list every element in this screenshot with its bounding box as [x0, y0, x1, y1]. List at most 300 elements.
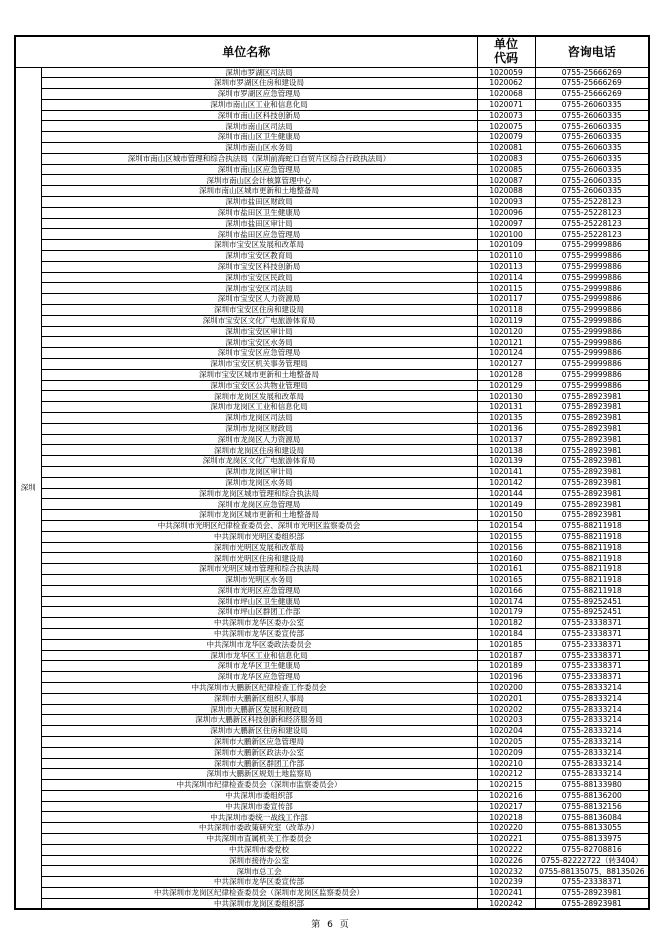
unit-code-cell: 1020109 — [477, 240, 535, 251]
phone-cell: 0755-28333214 — [535, 747, 649, 758]
phone-cell: 0755-29999886 — [535, 315, 649, 326]
unit-name-cell: 深圳市宝安区科技创新局 — [41, 261, 477, 272]
unit-code-cell: 1020196 — [477, 672, 535, 683]
unit-code-cell: 1020114 — [477, 272, 535, 283]
unit-code-cell: 1020139 — [477, 456, 535, 467]
phone-cell: 0755-29999886 — [535, 380, 649, 391]
unit-code-cell: 1020083 — [477, 153, 535, 164]
unit-name-cell: 深圳市南山区城市更新和土地整备局 — [41, 186, 477, 197]
unit-name-cell: 深圳市光明区发展和改革局 — [41, 542, 477, 553]
unit-code-cell: 1020075 — [477, 121, 535, 132]
table-row — [15, 261, 649, 272]
table-row — [15, 67, 649, 78]
phone-cell: 0755-25666269 — [535, 78, 649, 89]
phone-cell: 0755-26060335 — [535, 110, 649, 121]
unit-name-cell: 深圳市宝安区教育局 — [41, 251, 477, 262]
phone-cell: 0755-28333214 — [535, 736, 649, 747]
table-row — [15, 413, 649, 424]
table-row — [15, 650, 649, 661]
phone-cell: 0755-29999886 — [535, 283, 649, 294]
phone-cell: 0755-29999886 — [535, 294, 649, 305]
phone-cell: 0755-23338371 — [535, 639, 649, 650]
unit-name-cell: 深圳市宝安区人力资源局 — [41, 294, 477, 305]
unit-code-cell: 1020081 — [477, 143, 535, 154]
table-row — [15, 240, 649, 251]
unit-code-cell: 1020136 — [477, 423, 535, 434]
unit-name-cell: 深圳市宝安区机关事务管理局 — [41, 359, 477, 370]
unit-name-cell: 中共深圳市委组织部 — [41, 790, 477, 801]
unit-name-cell: 深圳市南山区应急管理局 — [41, 164, 477, 175]
table-row — [15, 682, 649, 693]
unit-code-cell: 1020160 — [477, 553, 535, 564]
unit-code-cell: 1020062 — [477, 78, 535, 89]
table-row — [15, 553, 649, 564]
table-row — [15, 78, 649, 89]
unit-code-cell: 1020096 — [477, 207, 535, 218]
table-row — [15, 639, 649, 650]
phone-cell: 0755-88132156 — [535, 801, 649, 812]
unit-code-cell: 1020201 — [477, 693, 535, 704]
header-row — [15, 36, 649, 67]
phone-cell: 0755-88211918 — [535, 585, 649, 596]
table-row — [15, 726, 649, 737]
unit-code-cell: 1020218 — [477, 812, 535, 823]
phone-cell: 0755-25228123 — [535, 218, 649, 229]
table-row — [15, 251, 649, 262]
phone-cell: 0755-28333214 — [535, 726, 649, 737]
phone-cell: 0755-88135075、88135026 — [535, 866, 649, 877]
table-row — [15, 197, 649, 208]
table-row — [15, 888, 649, 899]
table-row — [15, 758, 649, 769]
unit-code-cell: 1020209 — [477, 747, 535, 758]
unit-name-cell: 深圳市宝安区文化广电旅游体育局 — [41, 315, 477, 326]
phone-cell: 0755-26060335 — [535, 175, 649, 186]
table-row — [15, 153, 649, 164]
unit-name-cell: 深圳市龙岗区文化广电旅游体育局 — [41, 456, 477, 467]
unit-name-cell: 深圳市大鹏新区政法办公室 — [41, 747, 477, 758]
unit-name-cell: 深圳市盐田区财政局 — [41, 197, 477, 208]
phone-cell: 0755-28333214 — [535, 758, 649, 769]
unit-code-cell: 1020156 — [477, 542, 535, 553]
phone-cell: 0755-28923981 — [535, 477, 649, 488]
phone-cell: 0755-23338371 — [535, 877, 649, 888]
phone-cell: 0755-26060335 — [535, 121, 649, 132]
phone-cell: 0755-89252451 — [535, 596, 649, 607]
table-row — [15, 769, 649, 780]
unit-name-cell: 深圳市宝安区民政局 — [41, 272, 477, 283]
unit-name-cell: 深圳市南山区卫生健康局 — [41, 132, 477, 143]
unit-name-cell: 深圳市接待办公室 — [41, 855, 477, 866]
phone-cell: 0755-28923981 — [535, 499, 649, 510]
unit-code-cell: 1020144 — [477, 488, 535, 499]
table-row — [15, 607, 649, 618]
unit-code-cell: 1020142 — [477, 477, 535, 488]
unit-code-cell: 1020113 — [477, 261, 535, 272]
unit-name-cell: 深圳市光明区应急管理局 — [41, 585, 477, 596]
unit-code-cell: 1020093 — [477, 197, 535, 208]
unit-name-cell: 深圳市宝安区水务局 — [41, 337, 477, 348]
phone-cell: 0755-88211918 — [535, 553, 649, 564]
unit-name-cell: 中共深圳市纪律检查委员会（深圳市监察委员会） — [41, 780, 477, 791]
phone-cell: 0755-28923981 — [535, 402, 649, 413]
unit-name-cell: 中共深圳市龙华区委宣传部 — [41, 877, 477, 888]
phone-cell: 0755-88133975 — [535, 834, 649, 845]
phone-cell: 0755-88136200 — [535, 790, 649, 801]
unit-code-cell: 1020141 — [477, 466, 535, 477]
phone-cell: 0755-26060335 — [535, 99, 649, 110]
unit-name-cell: 中共深圳市委党校 — [41, 844, 477, 855]
unit-name-cell: 中共深圳市光明区委组织部 — [41, 531, 477, 542]
unit-code-cell: 1020079 — [477, 132, 535, 143]
header-unit-code — [477, 36, 535, 67]
unit-name-cell: 中共深圳市龙岗区委组织部 — [41, 898, 477, 909]
table-row — [15, 596, 649, 607]
table-row — [15, 143, 649, 154]
phone-cell: 0755-28333214 — [535, 693, 649, 704]
unit-name-cell: 深圳市龙华区卫生健康局 — [41, 661, 477, 672]
table-row — [15, 790, 649, 801]
table-row — [15, 369, 649, 380]
unit-code-cell: 1020120 — [477, 326, 535, 337]
unit-name-cell: 深圳市龙岗区司法局 — [41, 413, 477, 424]
table-row — [15, 348, 649, 359]
unit-code-cell: 1020087 — [477, 175, 535, 186]
table-row — [15, 834, 649, 845]
phone-cell: 0755-23338371 — [535, 672, 649, 683]
unit-code-cell: 1020239 — [477, 877, 535, 888]
unit-name-cell: 深圳市大鹏新区发展和财政局 — [41, 704, 477, 715]
unit-code-cell: 1020097 — [477, 218, 535, 229]
table-row — [15, 218, 649, 229]
phone-cell: 0755-26060335 — [535, 132, 649, 143]
unit-code-cell: 1020110 — [477, 251, 535, 262]
table-row — [15, 305, 649, 316]
phone-cell: 0755-26060335 — [535, 164, 649, 175]
phone-cell: 0755-28333214 — [535, 682, 649, 693]
unit-code-cell: 1020121 — [477, 337, 535, 348]
table-row — [15, 402, 649, 413]
unit-code-cell: 1020085 — [477, 164, 535, 175]
unit-name-cell: 深圳市罗湖区应急管理局 — [41, 89, 477, 100]
phone-cell: 0755-29999886 — [535, 359, 649, 370]
phone-cell: 0755-88211918 — [535, 564, 649, 575]
table-row — [15, 499, 649, 510]
unit-name-cell: 深圳市盐田区应急管理局 — [41, 229, 477, 240]
table-row — [15, 844, 649, 855]
unit-name-cell: 深圳市盐田区卫生健康局 — [41, 207, 477, 218]
table-row — [15, 423, 649, 434]
unit-code-cell: 1020189 — [477, 661, 535, 672]
unit-name-cell: 深圳市光明区住房和建设局 — [41, 553, 477, 564]
phone-cell: 0755-25666269 — [535, 89, 649, 100]
unit-code-cell: 1020166 — [477, 585, 535, 596]
table-row — [15, 315, 649, 326]
unit-code-cell: 1020118 — [477, 305, 535, 316]
table-row — [15, 121, 649, 132]
table-row — [15, 229, 649, 240]
table-row — [15, 434, 649, 445]
unit-code-cell: 1020100 — [477, 229, 535, 240]
unit-name-cell: 深圳市龙岗区城市更新和土地整备局 — [41, 510, 477, 521]
unit-code-cell: 1020129 — [477, 380, 535, 391]
phone-cell: 0755-88211918 — [535, 574, 649, 585]
table-row — [15, 672, 649, 683]
unit-code-cell: 1020222 — [477, 844, 535, 855]
unit-code-cell: 1020174 — [477, 596, 535, 607]
unit-name-cell: 深圳市宝安区公共物业管理局 — [41, 380, 477, 391]
unit-code-cell: 1020216 — [477, 790, 535, 801]
unit-code-cell: 1020131 — [477, 402, 535, 413]
phone-cell: 0755-26060335 — [535, 186, 649, 197]
unit-name-cell: 深圳市龙华区应急管理局 — [41, 672, 477, 683]
table-row — [15, 510, 649, 521]
unit-name-cell: 深圳市南山区水务局 — [41, 143, 477, 154]
unit-name-cell: 中共深圳市龙岗区纪律检查委员会（深圳市龙岗区监察委员会） — [41, 888, 477, 899]
unit-name-cell: 中共深圳市大鹏新区纪律检查工作委员会 — [41, 682, 477, 693]
table-row — [15, 628, 649, 639]
unit-code-cell: 1020119 — [477, 315, 535, 326]
header-unit-code-label: 单位代码 — [494, 36, 519, 65]
phone-cell: 0755-28923981 — [535, 888, 649, 899]
table-row — [15, 445, 649, 456]
table-row — [15, 272, 649, 283]
phone-cell: 0755-82222722（转3404） — [535, 855, 649, 866]
unit-name-cell: 深圳市光明区水务局 — [41, 574, 477, 585]
unit-code-cell: 1020182 — [477, 618, 535, 629]
unit-name-cell: 深圳市坪山区群团工作部 — [41, 607, 477, 618]
unit-name-cell: 中共深圳市委统一战线工作部 — [41, 812, 477, 823]
phone-cell: 0755-88136084 — [535, 812, 649, 823]
unit-code-cell: 1020128 — [477, 369, 535, 380]
unit-name-cell: 深圳市龙岗区工业和信息化局 — [41, 402, 477, 413]
unit-name-cell: 深圳市宝安区住房和建设局 — [41, 305, 477, 316]
unit-name-cell: 深圳市龙岗区应急管理局 — [41, 499, 477, 510]
unit-code-cell: 1020221 — [477, 834, 535, 845]
unit-name-cell: 深圳市龙岗区发展和改革局 — [41, 391, 477, 402]
unit-code-cell: 1020068 — [477, 89, 535, 100]
unit-name-cell: 深圳市坪山区卫生健康局 — [41, 596, 477, 607]
unit-code-cell: 1020155 — [477, 531, 535, 542]
unit-code-cell: 1020115 — [477, 283, 535, 294]
table-row — [15, 585, 649, 596]
unit-name-cell: 深圳市大鹏新区应急管理局 — [41, 736, 477, 747]
phone-cell: 0755-23338371 — [535, 650, 649, 661]
unit-name-cell: 深圳市龙华区工业和信息化局 — [41, 650, 477, 661]
unit-name-cell: 深圳市南山区司法局 — [41, 121, 477, 132]
unit-name-cell: 深圳市盐田区审计局 — [41, 218, 477, 229]
table-row — [15, 736, 649, 747]
unit-code-cell: 1020073 — [477, 110, 535, 121]
unit-code-cell: 1020202 — [477, 704, 535, 715]
table-row — [15, 186, 649, 197]
table-row — [15, 326, 649, 337]
table-row — [15, 855, 649, 866]
unit-code-cell: 1020088 — [477, 186, 535, 197]
unit-name-cell: 深圳市光明区城市管理和综合执法局 — [41, 564, 477, 575]
unit-code-cell: 1020124 — [477, 348, 535, 359]
header-phone: 咨询电话 — [535, 36, 649, 67]
unit-code-cell: 1020059 — [477, 67, 535, 78]
unit-name-cell: 深圳市南山区会计核算管理中心 — [41, 175, 477, 186]
unit-code-cell: 1020226 — [477, 855, 535, 866]
unit-name-cell: 中共深圳市光明区纪律检查委员会、深圳市光明区监察委员会 — [41, 520, 477, 531]
unit-name-cell: 深圳市龙岗区财政局 — [41, 423, 477, 434]
table-row — [15, 207, 649, 218]
table-row — [15, 531, 649, 542]
unit-table — [14, 35, 650, 910]
table-row — [15, 542, 649, 553]
phone-cell: 0755-88211918 — [535, 542, 649, 553]
phone-cell: 0755-28333214 — [535, 704, 649, 715]
phone-cell: 0755-29999886 — [535, 369, 649, 380]
table-row — [15, 488, 649, 499]
unit-name-cell: 深圳市龙岗区人力资源局 — [41, 434, 477, 445]
unit-name-cell: 深圳市龙岗区住房和建设局 — [41, 445, 477, 456]
table-row — [15, 110, 649, 121]
phone-cell: 0755-29999886 — [535, 348, 649, 359]
unit-name-cell: 深圳市总工会 — [41, 866, 477, 877]
table-row — [15, 294, 649, 305]
table-row — [15, 661, 649, 672]
region-label: 深圳 — [15, 67, 41, 909]
table-row — [15, 801, 649, 812]
table-row — [15, 477, 649, 488]
phone-cell: 0755-82708816 — [535, 844, 649, 855]
unit-name-cell: 深圳市宝安区审计局 — [41, 326, 477, 337]
unit-code-cell: 1020071 — [477, 99, 535, 110]
unit-name-cell: 深圳市龙岗区水务局 — [41, 477, 477, 488]
table-row — [15, 823, 649, 834]
unit-name-cell: 深圳市宝安区应急管理局 — [41, 348, 477, 359]
unit-code-cell: 1020161 — [477, 564, 535, 575]
table-row — [15, 780, 649, 791]
phone-cell: 0755-88133055 — [535, 823, 649, 834]
unit-name-cell: 深圳市南山区科技创新局 — [41, 110, 477, 121]
unit-name-cell: 深圳市宝安区司法局 — [41, 283, 477, 294]
phone-cell: 0755-23338371 — [535, 618, 649, 629]
table-row — [15, 337, 649, 348]
unit-code-cell: 1020205 — [477, 736, 535, 747]
table-row — [15, 99, 649, 110]
table-row — [15, 747, 649, 758]
phone-cell: 0755-28923981 — [535, 898, 649, 909]
phone-cell: 0755-28333214 — [535, 769, 649, 780]
unit-code-cell: 1020154 — [477, 520, 535, 531]
unit-name-cell: 深圳市龙岗区审计局 — [41, 466, 477, 477]
phone-cell: 0755-25228123 — [535, 207, 649, 218]
unit-code-cell: 1020135 — [477, 413, 535, 424]
phone-cell: 0755-28923981 — [535, 413, 649, 424]
unit-code-cell: 1020210 — [477, 758, 535, 769]
unit-name-cell: 深圳市南山区工业和信息化局 — [41, 99, 477, 110]
table-row — [15, 715, 649, 726]
unit-code-cell: 1020138 — [477, 445, 535, 456]
table-row — [15, 164, 649, 175]
unit-name-cell: 中共深圳市直属机关工作委员会 — [41, 834, 477, 845]
unit-name-cell: 深圳市宝安区城市更新和土地整备局 — [41, 369, 477, 380]
header-unit-name: 单位名称 — [15, 36, 477, 67]
table-body — [15, 67, 649, 909]
unit-name-cell: 中共深圳市龙华区委宣传部 — [41, 628, 477, 639]
phone-cell: 0755-28923981 — [535, 456, 649, 467]
unit-name-cell: 深圳市大鹏新区科技创新和经济服务局 — [41, 715, 477, 726]
unit-code-cell: 1020200 — [477, 682, 535, 693]
table-row — [15, 618, 649, 629]
table-row — [15, 704, 649, 715]
unit-code-cell: 1020165 — [477, 574, 535, 585]
unit-name-cell: 深圳市南山区城市管理和综合执法局（深圳前海蛇口自贸片区综合行政执法局） — [41, 153, 477, 164]
unit-code-cell: 1020242 — [477, 898, 535, 909]
unit-code-cell: 1020117 — [477, 294, 535, 305]
unit-name-cell: 深圳市罗湖区司法局 — [41, 67, 477, 78]
unit-name-cell: 深圳市宝安区发展和改革局 — [41, 240, 477, 251]
phone-cell: 0755-29999886 — [535, 337, 649, 348]
table-row — [15, 456, 649, 467]
unit-code-cell: 1020220 — [477, 823, 535, 834]
unit-code-cell: 1020185 — [477, 639, 535, 650]
table-row — [15, 877, 649, 888]
phone-cell: 0755-29999886 — [535, 272, 649, 283]
table-row — [15, 359, 649, 370]
table-row — [15, 175, 649, 186]
table-row — [15, 89, 649, 100]
phone-cell: 0755-28923981 — [535, 445, 649, 456]
table-row — [15, 466, 649, 477]
phone-cell: 0755-88211918 — [535, 520, 649, 531]
unit-name-cell: 中共深圳市委政策研究室（改革办） — [41, 823, 477, 834]
unit-name-cell: 深圳市龙岗区城市管理和综合执法局 — [41, 488, 477, 499]
unit-code-cell: 1020204 — [477, 726, 535, 737]
page-number: 第 6 页 — [311, 920, 351, 930]
phone-cell: 0755-26060335 — [535, 153, 649, 164]
unit-code-cell: 1020232 — [477, 866, 535, 877]
table-row — [15, 574, 649, 585]
unit-code-cell: 1020217 — [477, 801, 535, 812]
table-row — [15, 380, 649, 391]
phone-cell: 0755-88211918 — [535, 531, 649, 542]
phone-cell: 0755-25666269 — [535, 67, 649, 78]
unit-name-cell: 深圳市大鹏新区群团工作部 — [41, 758, 477, 769]
unit-code-cell: 1020150 — [477, 510, 535, 521]
table-row — [15, 391, 649, 402]
unit-name-cell: 深圳市大鹏新区规划土地监察局 — [41, 769, 477, 780]
table-row — [15, 693, 649, 704]
phone-cell: 0755-28923981 — [535, 466, 649, 477]
phone-cell: 0755-28333214 — [535, 715, 649, 726]
phone-cell: 0755-29999886 — [535, 305, 649, 316]
phone-cell: 0755-28923981 — [535, 423, 649, 434]
unit-code-cell: 1020215 — [477, 780, 535, 791]
table-header — [15, 36, 649, 67]
phone-cell: 0755-28923981 — [535, 434, 649, 445]
unit-name-cell: 中共深圳市龙华区委办公室 — [41, 618, 477, 629]
unit-code-cell: 1020127 — [477, 359, 535, 370]
unit-code-cell: 1020179 — [477, 607, 535, 618]
phone-cell: 0755-25228123 — [535, 197, 649, 208]
phone-cell: 0755-29999886 — [535, 240, 649, 251]
unit-code-cell: 1020241 — [477, 888, 535, 899]
table-row — [15, 283, 649, 294]
unit-code-cell: 1020149 — [477, 499, 535, 510]
unit-code-cell: 1020184 — [477, 628, 535, 639]
phone-cell: 0755-26060335 — [535, 143, 649, 154]
unit-code-cell: 1020212 — [477, 769, 535, 780]
unit-code-cell: 1020187 — [477, 650, 535, 661]
unit-name-cell: 中共深圳市龙华区委政法委员会 — [41, 639, 477, 650]
table-row — [15, 812, 649, 823]
phone-cell: 0755-28923981 — [535, 488, 649, 499]
